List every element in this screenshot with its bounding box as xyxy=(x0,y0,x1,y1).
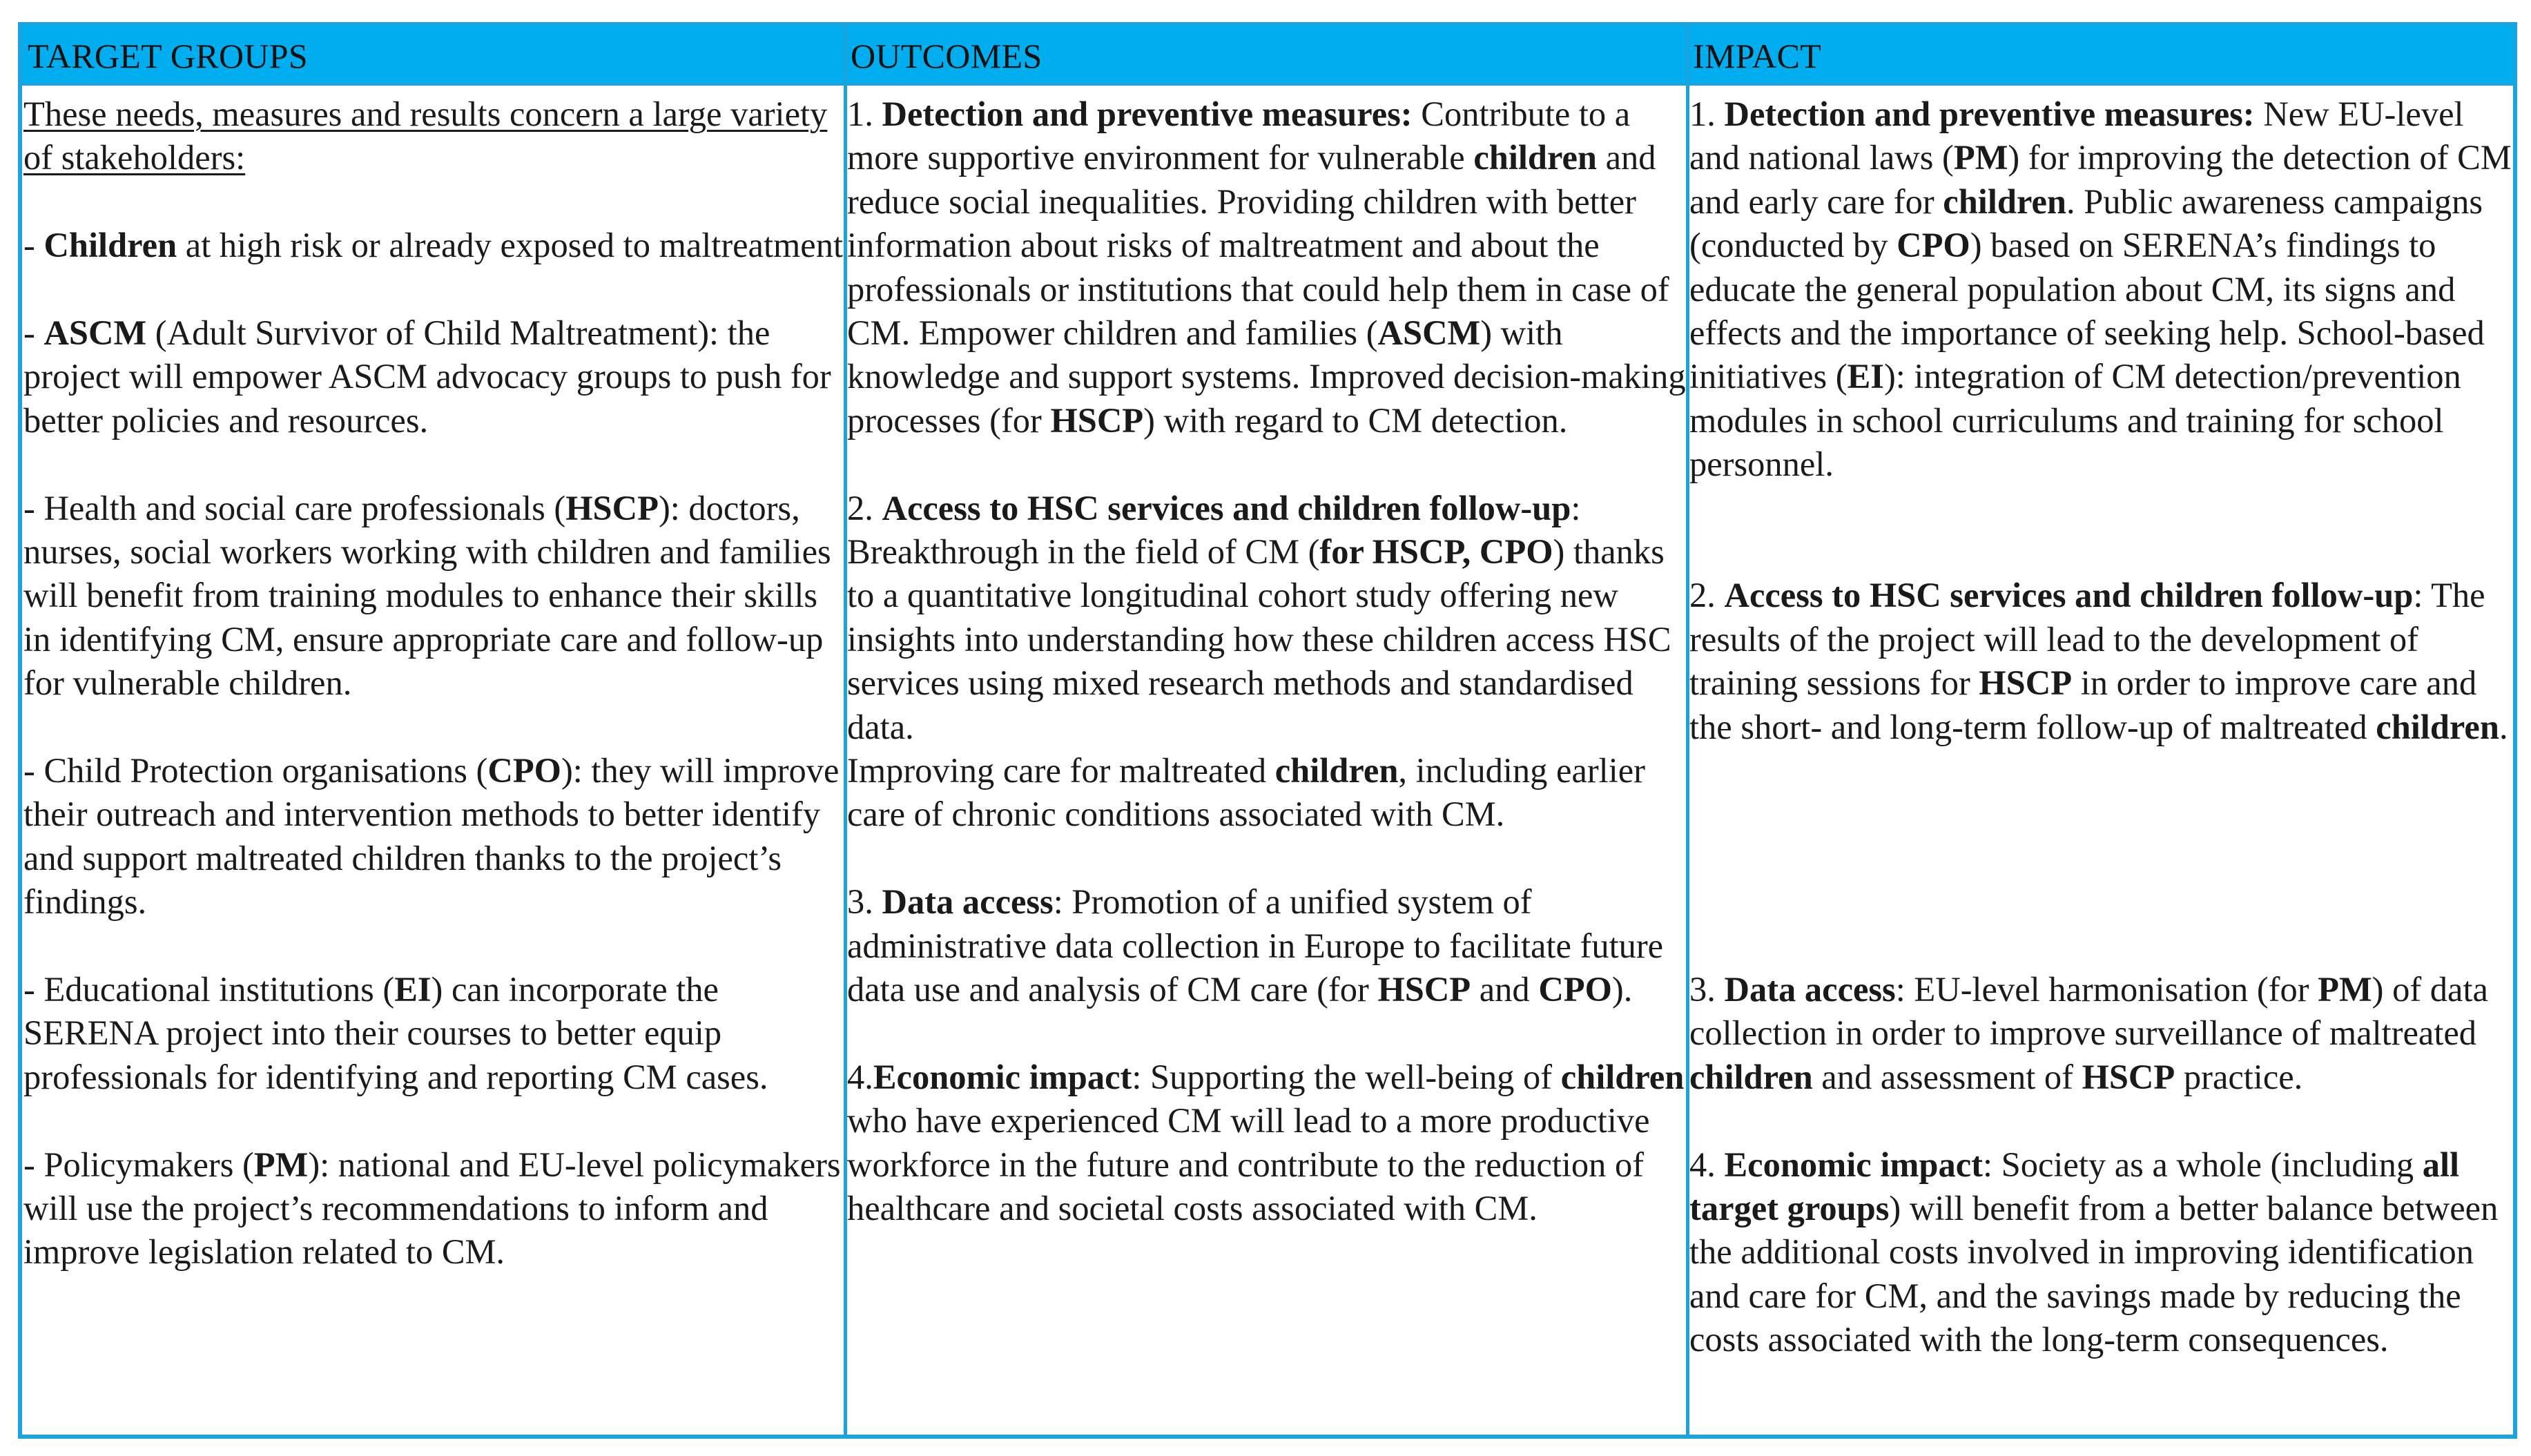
target-children: - Children at high risk or already exposed to maltreatment xyxy=(23,226,843,265)
header-target-groups: TARGET GROUPS xyxy=(28,37,308,75)
outcome-care: Improving care for maltreated children, including earlier care of chronic conditions associated with CM. xyxy=(847,751,1645,834)
outcome-access: 2. Access to HSC services and children follow-up: Breakthrough in the field of CM (for HSCP, CPO) thanks to a quantitative longitudinal cohort study offering new insights into understanding how these children access HSC services using mixed research methods and standardised data. xyxy=(847,488,1671,746)
outcome-detection: 1. Detection and preventive measures: Contribute to a more supportive environment for vulnerable children and reduce social inequalities. Providing children with better information about risks of maltreatment and about the professionals or institutions that could help them in case of CM. Empower children and families (ASCM) with knowledge and support systems. Improved decision-making processes (for HSCP) with regard to CM detection. xyxy=(847,95,1686,440)
outcome-data-access: 3. Data access: Promotion of a unified system of administrative data collection in Europe to facilitate future data use and analysis of CM care (for HSCP and CPO). xyxy=(847,882,1664,1009)
stakeholder-table xyxy=(18,22,2517,1439)
header-impact: IMPACT xyxy=(1693,37,1822,75)
outcomes-column xyxy=(847,93,1686,1435)
impact-economic: 4. Economic impact: Society as a whole (including all target groups) will benefit from a better balance between the additional costs involved in improving identification and care for CM, and the savings made by reducing the costs associated with the long-term consequences. xyxy=(1689,1145,2499,1359)
target-cpo: - Child Protection organisations (CPO): they will improve their outreach and intervention methods to better identify and support maltreated children thanks to the project’s findings. xyxy=(23,751,840,922)
target-ei: - Educational institutions (EI) can incorporate the SERENA project into their courses to better equip professionals for identifying and reporting CM cases. xyxy=(23,970,768,1096)
header-outcomes: OUTCOMES xyxy=(851,37,1043,75)
impact-column xyxy=(1689,93,2518,1435)
table-header-row xyxy=(22,26,2513,86)
target-intro: These needs, measures and results concern a large variety of stakeholders: xyxy=(23,95,828,177)
impact-data-access: 3. Data access: EU-level harmonisation (for PM) of data collection in order to improve surveillance of maltreated children and assessment of HSCP practice. xyxy=(1689,970,2488,1096)
impact-detection: 1. Detection and preventive measures: New EU-level and national laws (PM) for improving the detection of CM and early care for children. Public awareness campaigns (conducted by CPO) based on SERENA’s findings to educate the general population about CM, its signs and effects and the importance of seeking help. School-based initiatives (EI): integration of CM detection/prevention modules in school curriculums and training for school personnel. xyxy=(1689,95,2512,484)
impact-access: 2. Access to HSC services and children follow-up: The results of the project will lead to the development of training sessions for HSCP in order to improve care and the short- and long-term follow-up of maltreated children. xyxy=(1689,576,2508,746)
target-groups-column xyxy=(23,93,845,1435)
target-hscp: - Health and social care professionals (HSCP): doctors, nurses, social workers working with children and families will benefit from training modules to enhance their skills in identifying CM, ensure appropriate care and follow-up for vulnerable children. xyxy=(23,488,831,703)
outcome-economic: 4.Economic impact: Supporting the well-being of children who have experienced CM will lead to a more productive workforce in the future and contribute to the reduction of healthcare and societal costs associated with CM. xyxy=(847,1057,1685,1228)
target-pm: - Policymakers (PM): national and EU-level policymakers will use the project’s recommendations to inform and improve legislation related to CM. xyxy=(23,1145,841,1272)
target-ascm: - ASCM (Adult Survivor of Child Maltreatment): the project will empower ASCM advocacy groups to push for better policies and resources. xyxy=(23,313,831,440)
